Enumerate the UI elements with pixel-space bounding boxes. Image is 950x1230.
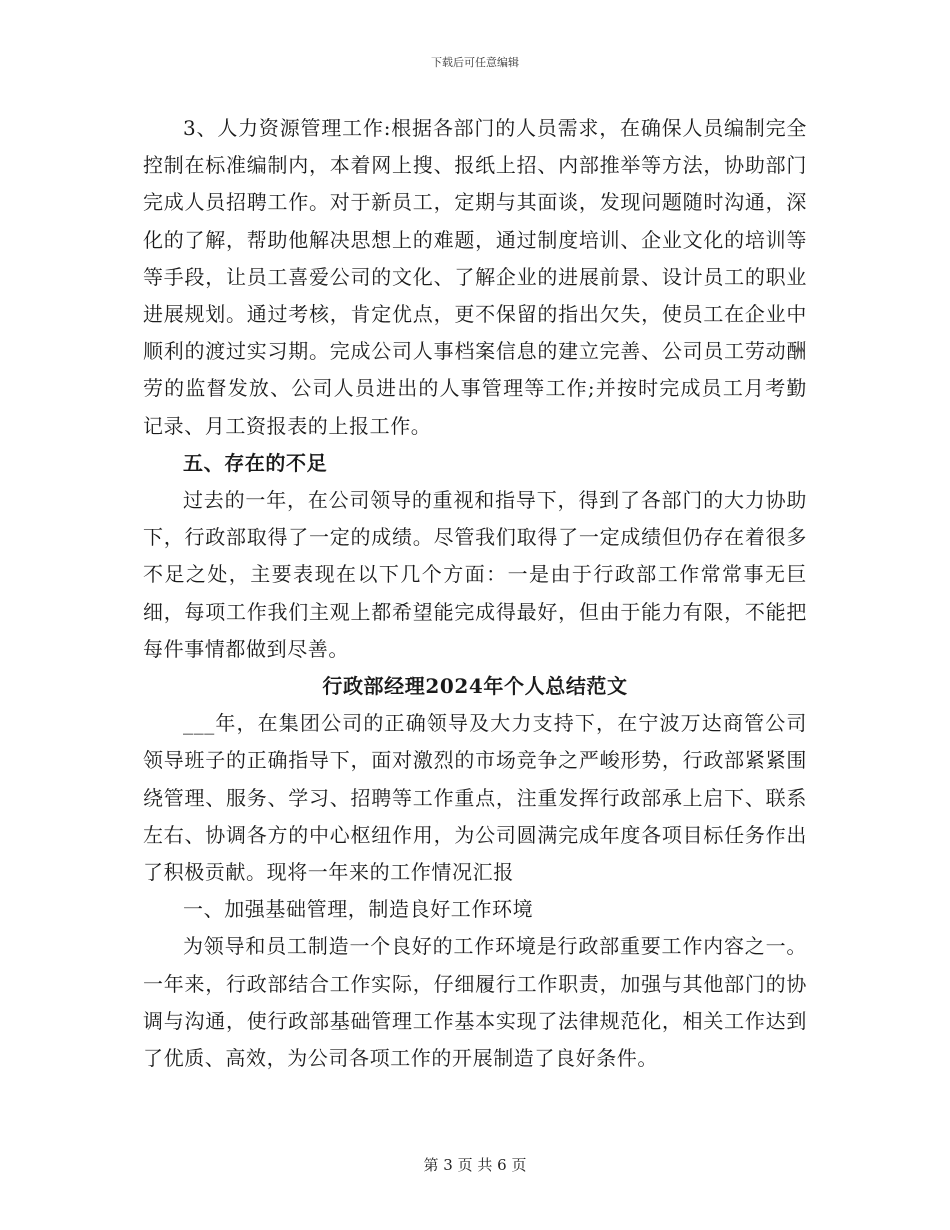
paragraph-intro: ___年，在集团公司的正确领导及大力支持下，在宁波万达商管公司领导班子的正确指导下，面对激烈的市场竞争之严峻形势，行政部紧紧围绕管理、服务、学习、招聘等工作重点，注重发挥行政部承上启下、联系左右、协调各方的中心枢纽作用，为公司圆满完成年度各项目标任务作出了积极贡献。现将一年来的工作情况汇报 (143, 711, 807, 885)
document-body (143, 110, 807, 1077)
page-header: 下载后可任意编辑 (431, 56, 519, 69)
paragraph-hr-management: 3、人力资源管理工作:根据各部门的人员需求，在确保人员编制完全控制在标准编制内，本着网上搜、报纸上招、内部推举等方法，协助部门完成人员招聘工作。对于新员工，定期与其面谈，发现问题随时沟通，深化的了解，帮助他解决思想上的难题，通过制度培训、企业文化的培训等等手段，让员工喜爱公司的文化、了解企业的进展前景、设计员工的职业进展规划。通过考核，肯定优点，更不保留的指出欠失，使员工在企业中顺利的渡过实习期。完成公司人事档案信息的建立完善、公司员工劳动酬劳的监督发放、公司人员进出的人事管理等工作;并按时完成员工月考勤记录、月工资报表的上报工作。 (143, 116, 807, 438)
document-title: 行政部经理2024年个人总结范文 (322, 674, 628, 699)
section-heading-basic-management: 一、加强基础管理，制造良好工作环境 (183, 897, 534, 922)
paragraph-basic-management: 为领导和员工制造一个良好的工作环境是行政部重要工作内容之一。一年来，行政部结合工作实际，仔细履行工作职责，加强与其他部门的协调与沟通，使行政部基础管理工作基本实现了法律规范化，相关工作达到了优质、高效，为公司各项工作的开展制造了良好条件。 (143, 934, 807, 1071)
paragraph-shortcomings: 过去的一年，在公司领导的重视和指导下，得到了各部门的大力协助下，行政部取得了一定的成绩。尽管我们取得了一定成绩但仍存在着很多不足之处，主要表现在以下几个方面：一是由于行政部工作常常事无巨细，每项工作我们主观上都希望能完成得最好，但由于能力有限，不能把每件事情都做到尽善。 (143, 488, 807, 661)
section-heading-shortcomings: 五、存在的不足 (183, 450, 328, 475)
page-number: 第 3 页 共 6 页 (423, 1156, 527, 1174)
